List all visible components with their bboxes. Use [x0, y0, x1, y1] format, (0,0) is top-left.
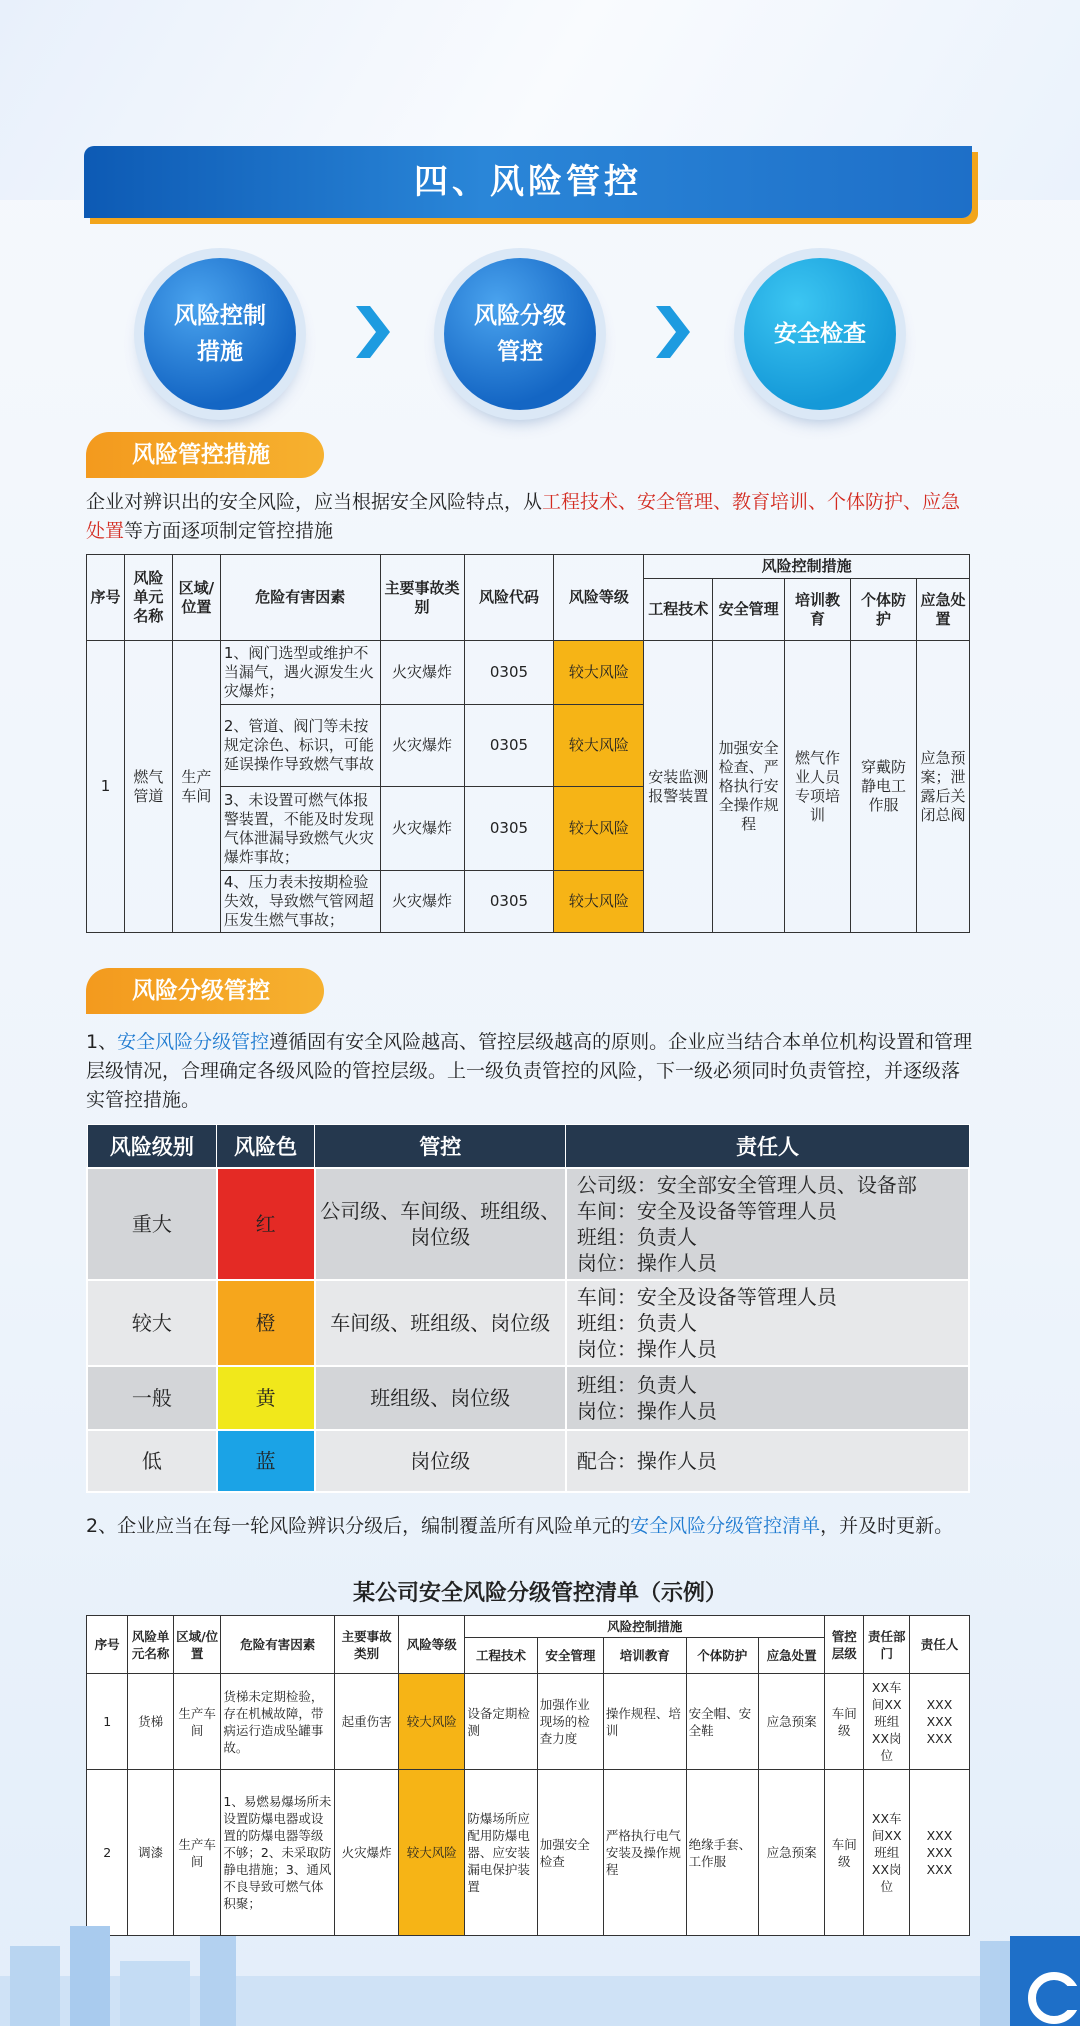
header-emer: 应急处置	[759, 1638, 825, 1674]
list-paragraph	[86, 1512, 976, 1541]
header-dept: 责任部门	[864, 1616, 909, 1674]
cell-control: 班组级、岗位级	[315, 1366, 566, 1430]
header-train: 培训教育	[603, 1638, 686, 1674]
cell-train: 操作规程、培训	[603, 1674, 686, 1770]
header-unit: 风险单元名称	[124, 555, 172, 641]
header-mgmt: 安全管理	[713, 579, 785, 641]
responsible-line: 车间：安全及设备等管理人员	[576, 1285, 837, 1309]
table-row	[87, 1430, 969, 1492]
cell-mgmt: 加强安全检查	[537, 1770, 603, 1936]
header-ppe: 个体防护	[851, 579, 917, 641]
header-accident: 主要事故类别	[335, 1616, 399, 1674]
header-train: 培训教育	[785, 579, 851, 641]
cell-accident: 火灾爆炸	[335, 1770, 399, 1936]
cell-emer: 应急预案	[759, 1674, 825, 1770]
table-row	[87, 1168, 969, 1280]
header-area: 区域/位置	[173, 1616, 221, 1674]
section-title: 四、风险管控	[414, 162, 642, 202]
intro-highlight: 工程技术、安全管理、教育培训、个体防护、应急处置	[86, 491, 961, 542]
responsible-line: 班组：负责人	[576, 1311, 697, 1335]
cell-hazard: 1、易燃易爆场所未设置防爆电器或设置的防爆电器等级不够；2、未采取防静电措施；3、通风不良导致可燃气体积聚；	[221, 1770, 335, 1936]
cell-responsible	[566, 1168, 969, 1280]
header-ctrl: 管控层级	[825, 1616, 864, 1674]
cell-mgmt: 加强安全检查、严格执行安全操作规程	[713, 641, 785, 933]
step-label: 安全检查	[774, 321, 866, 347]
header-hazard: 危险有害因素	[220, 555, 380, 641]
header-risk-color: 风险色	[217, 1125, 315, 1169]
list-title: 某公司安全风险分级管控清单（示例）	[352, 1581, 727, 1606]
cell-accident: 起重伤害	[335, 1674, 399, 1770]
header-area: 区域/位置	[172, 555, 220, 641]
para2-prefix: 1、	[86, 1031, 118, 1053]
cell-level: 较大风险	[554, 705, 644, 787]
cell-accident: 火灾爆炸	[380, 787, 464, 871]
para3-text: 2、企业应当在每一轮风险辨识分级后，编制覆盖所有风险单元的	[86, 1515, 631, 1537]
cell-level: 较大风险	[554, 871, 644, 933]
header-no: 序号	[87, 555, 125, 641]
header-control: 管控	[315, 1125, 566, 1169]
cell-code: 0305	[464, 787, 554, 871]
cell-hazard: 3、未设置可燃气体报警装置，不能及时发现气体泄漏导致燃气火灾爆炸事故；	[220, 787, 380, 871]
header-level: 风险等级	[554, 555, 644, 641]
step-safety-inspection	[744, 258, 896, 410]
intro-paragraph	[86, 488, 976, 546]
responsible-line: 班组：负责人	[576, 1225, 697, 1249]
header-measures: 风险控制措施	[644, 555, 970, 579]
cell-ctrl: 车间级	[825, 1770, 864, 1936]
header-ppe: 个体防护	[686, 1638, 758, 1674]
cell-level: 较大风险	[554, 641, 644, 705]
section-banner	[84, 146, 972, 218]
intro-text: 企业对辨识出的安全风险，应当根据安全风险特点，从	[86, 491, 543, 513]
risk-color-swatch: 蓝	[217, 1430, 315, 1492]
cell-level: 一般	[87, 1366, 217, 1430]
cell-eng: 设备定期检测	[465, 1674, 537, 1770]
cell-hazard: 2、管道、阀门等未按规定涂色、标识，可能延误操作导致燃气事故	[220, 705, 380, 787]
cell-code: 0305	[464, 705, 554, 787]
cell-dept: XX车间XX班组XX岗位	[864, 1674, 909, 1770]
cell-area: 生产车间	[173, 1770, 221, 1936]
cell-unit: 调漆	[128, 1770, 173, 1936]
cell-person: XXX XXX XXX	[909, 1674, 969, 1770]
cell-eng: 安装监测报警装置	[644, 641, 713, 933]
header-eng: 工程技术	[644, 579, 713, 641]
cell-control: 公司级、车间级、班组级、岗位级	[315, 1168, 566, 1280]
responsible-line: 岗位：操作人员	[576, 1251, 717, 1275]
responsible-line: 车间：安全及设备等管理人员	[576, 1199, 837, 1223]
cell-level: 较大风险	[554, 787, 644, 871]
chevron-right-icon	[656, 306, 690, 358]
header-measures: 风险控制措施	[465, 1616, 825, 1638]
responsible-line: 岗位：操作人员	[576, 1337, 717, 1361]
header-code: 风险代码	[464, 555, 554, 641]
cell-emer: 应急预案	[759, 1770, 825, 1936]
city-skyline-decoration	[0, 1906, 1080, 2026]
header-unit: 风险单元名称	[128, 1616, 173, 1674]
cell-unit: 燃气管道	[124, 641, 172, 933]
cell-level: 低	[87, 1430, 217, 1492]
cell-mgmt: 加强作业现场的检查力度	[537, 1674, 603, 1770]
risk-color-swatch: 黄	[217, 1366, 315, 1430]
cell-accident: 火灾爆炸	[380, 705, 464, 787]
cell-ppe: 穿戴防静电工作服	[851, 641, 917, 933]
cell-ppe: 绝缘手套、工作服	[686, 1770, 758, 1936]
header-responsible: 责任人	[566, 1125, 969, 1169]
cell-ppe: 安全帽、安全鞋	[686, 1674, 758, 1770]
cell-person: XXX XXX XXX	[909, 1770, 969, 1936]
responsible-line: 岗位：操作人员	[576, 1399, 717, 1423]
risk-color-swatch: 红	[217, 1168, 315, 1280]
cell-accident: 火灾爆炸	[380, 871, 464, 933]
header-accident: 主要事故类别	[380, 555, 464, 641]
cell-no: 2	[87, 1770, 128, 1936]
risk-control-measures-table	[86, 554, 970, 933]
cell-level: 较大风险	[399, 1674, 465, 1770]
header-emer: 应急处置	[916, 579, 969, 641]
header-no: 序号	[87, 1616, 128, 1674]
table-row	[87, 1280, 969, 1366]
cell-dept: XX车间XX班组XX岗位	[864, 1770, 909, 1936]
risk-control-list-table	[86, 1615, 970, 1936]
cell-ctrl: 车间级	[825, 1674, 864, 1770]
table-row	[87, 1674, 970, 1770]
step-risk-grading-control	[444, 258, 596, 410]
cell-train: 燃气作业人员专项培训	[785, 641, 851, 933]
cell-unit: 货梯	[128, 1674, 173, 1770]
cell-control: 车间级、班组级、岗位级	[315, 1280, 566, 1366]
cell-hazard: 4、压力表未按期检验失效，导致燃气管网超压发生燃气事故；	[220, 871, 380, 933]
cell-area: 生产车间	[172, 641, 220, 933]
section-tag-risk-grading: 风险分级管控	[86, 968, 324, 1014]
table-row	[87, 1366, 969, 1430]
para2-highlight: 安全风险分级管控	[117, 1031, 270, 1053]
cell-code: 0305	[464, 641, 554, 705]
cell-responsible	[566, 1430, 969, 1492]
cell-level: 较大风险	[399, 1770, 465, 1936]
chevron-right-icon	[356, 306, 390, 358]
cell-responsible	[566, 1280, 969, 1366]
cell-responsible	[566, 1366, 969, 1430]
cell-no: 1	[87, 641, 125, 933]
cell-code: 0305	[464, 871, 554, 933]
cell-emer: 应急预案；泄露后关闭总阀	[916, 641, 969, 933]
header-hazard: 危险有害因素	[221, 1616, 335, 1674]
cell-eng: 防爆场所应配用防爆电器、应安装漏电保护装置	[465, 1770, 537, 1936]
cell-hazard: 货梯未定期检验，存在机械故障，带病运行造成坠罐事故。	[221, 1674, 335, 1770]
header-mgmt: 安全管理	[537, 1638, 603, 1674]
cell-control: 岗位级	[315, 1430, 566, 1492]
risk-color-swatch: 橙	[217, 1280, 315, 1366]
responsible-line: 配合：操作人员	[576, 1449, 717, 1473]
grading-paragraph	[86, 1028, 976, 1115]
cell-level: 重大	[87, 1168, 217, 1280]
cell-area: 生产车间	[173, 1674, 221, 1770]
section-tag-risk-control-measures: 风险管控措施	[86, 432, 324, 478]
para3-text-end: ，并及时更新。	[820, 1515, 954, 1537]
cell-level: 较大	[87, 1280, 217, 1366]
cell-no: 1	[87, 1674, 128, 1770]
intro-text-end: 等方面逐项制定管控措施	[124, 520, 334, 542]
step-label: 风险控制措施	[174, 303, 266, 365]
cell-hazard: 1、阀门选型或维护不当漏气，遇火源发生火灾爆炸；	[220, 641, 380, 705]
header-risk-level: 风险级别	[87, 1125, 217, 1169]
logo-mark-icon	[1010, 1936, 1080, 2026]
responsible-line: 班组：负责人	[576, 1373, 697, 1397]
responsible-line: 公司级：安全部安全管理人员、设备部	[576, 1173, 917, 1197]
header-eng: 工程技术	[465, 1638, 537, 1674]
para2-text: 遵循固有安全风险越高、管控层级越高的原则。企业应当结合本单位机构设置和管理层级情况，合理确定各级风险的管控层级。上一级负责管控的风险，下一级必须同时负责管控，并逐级落实管控措施。	[86, 1031, 973, 1111]
risk-grading-table	[86, 1124, 970, 1493]
header-person: 责任人	[909, 1616, 969, 1674]
cell-train: 严格执行电气安装及操作规程	[603, 1770, 686, 1936]
cell-accident: 火灾爆炸	[380, 641, 464, 705]
step-label: 风险分级管控	[474, 303, 566, 365]
step-risk-control-measures	[144, 258, 296, 410]
header-level: 风险等级	[399, 1616, 465, 1674]
para3-highlight: 安全风险分级管控清单	[630, 1515, 821, 1537]
table-row	[87, 641, 970, 705]
